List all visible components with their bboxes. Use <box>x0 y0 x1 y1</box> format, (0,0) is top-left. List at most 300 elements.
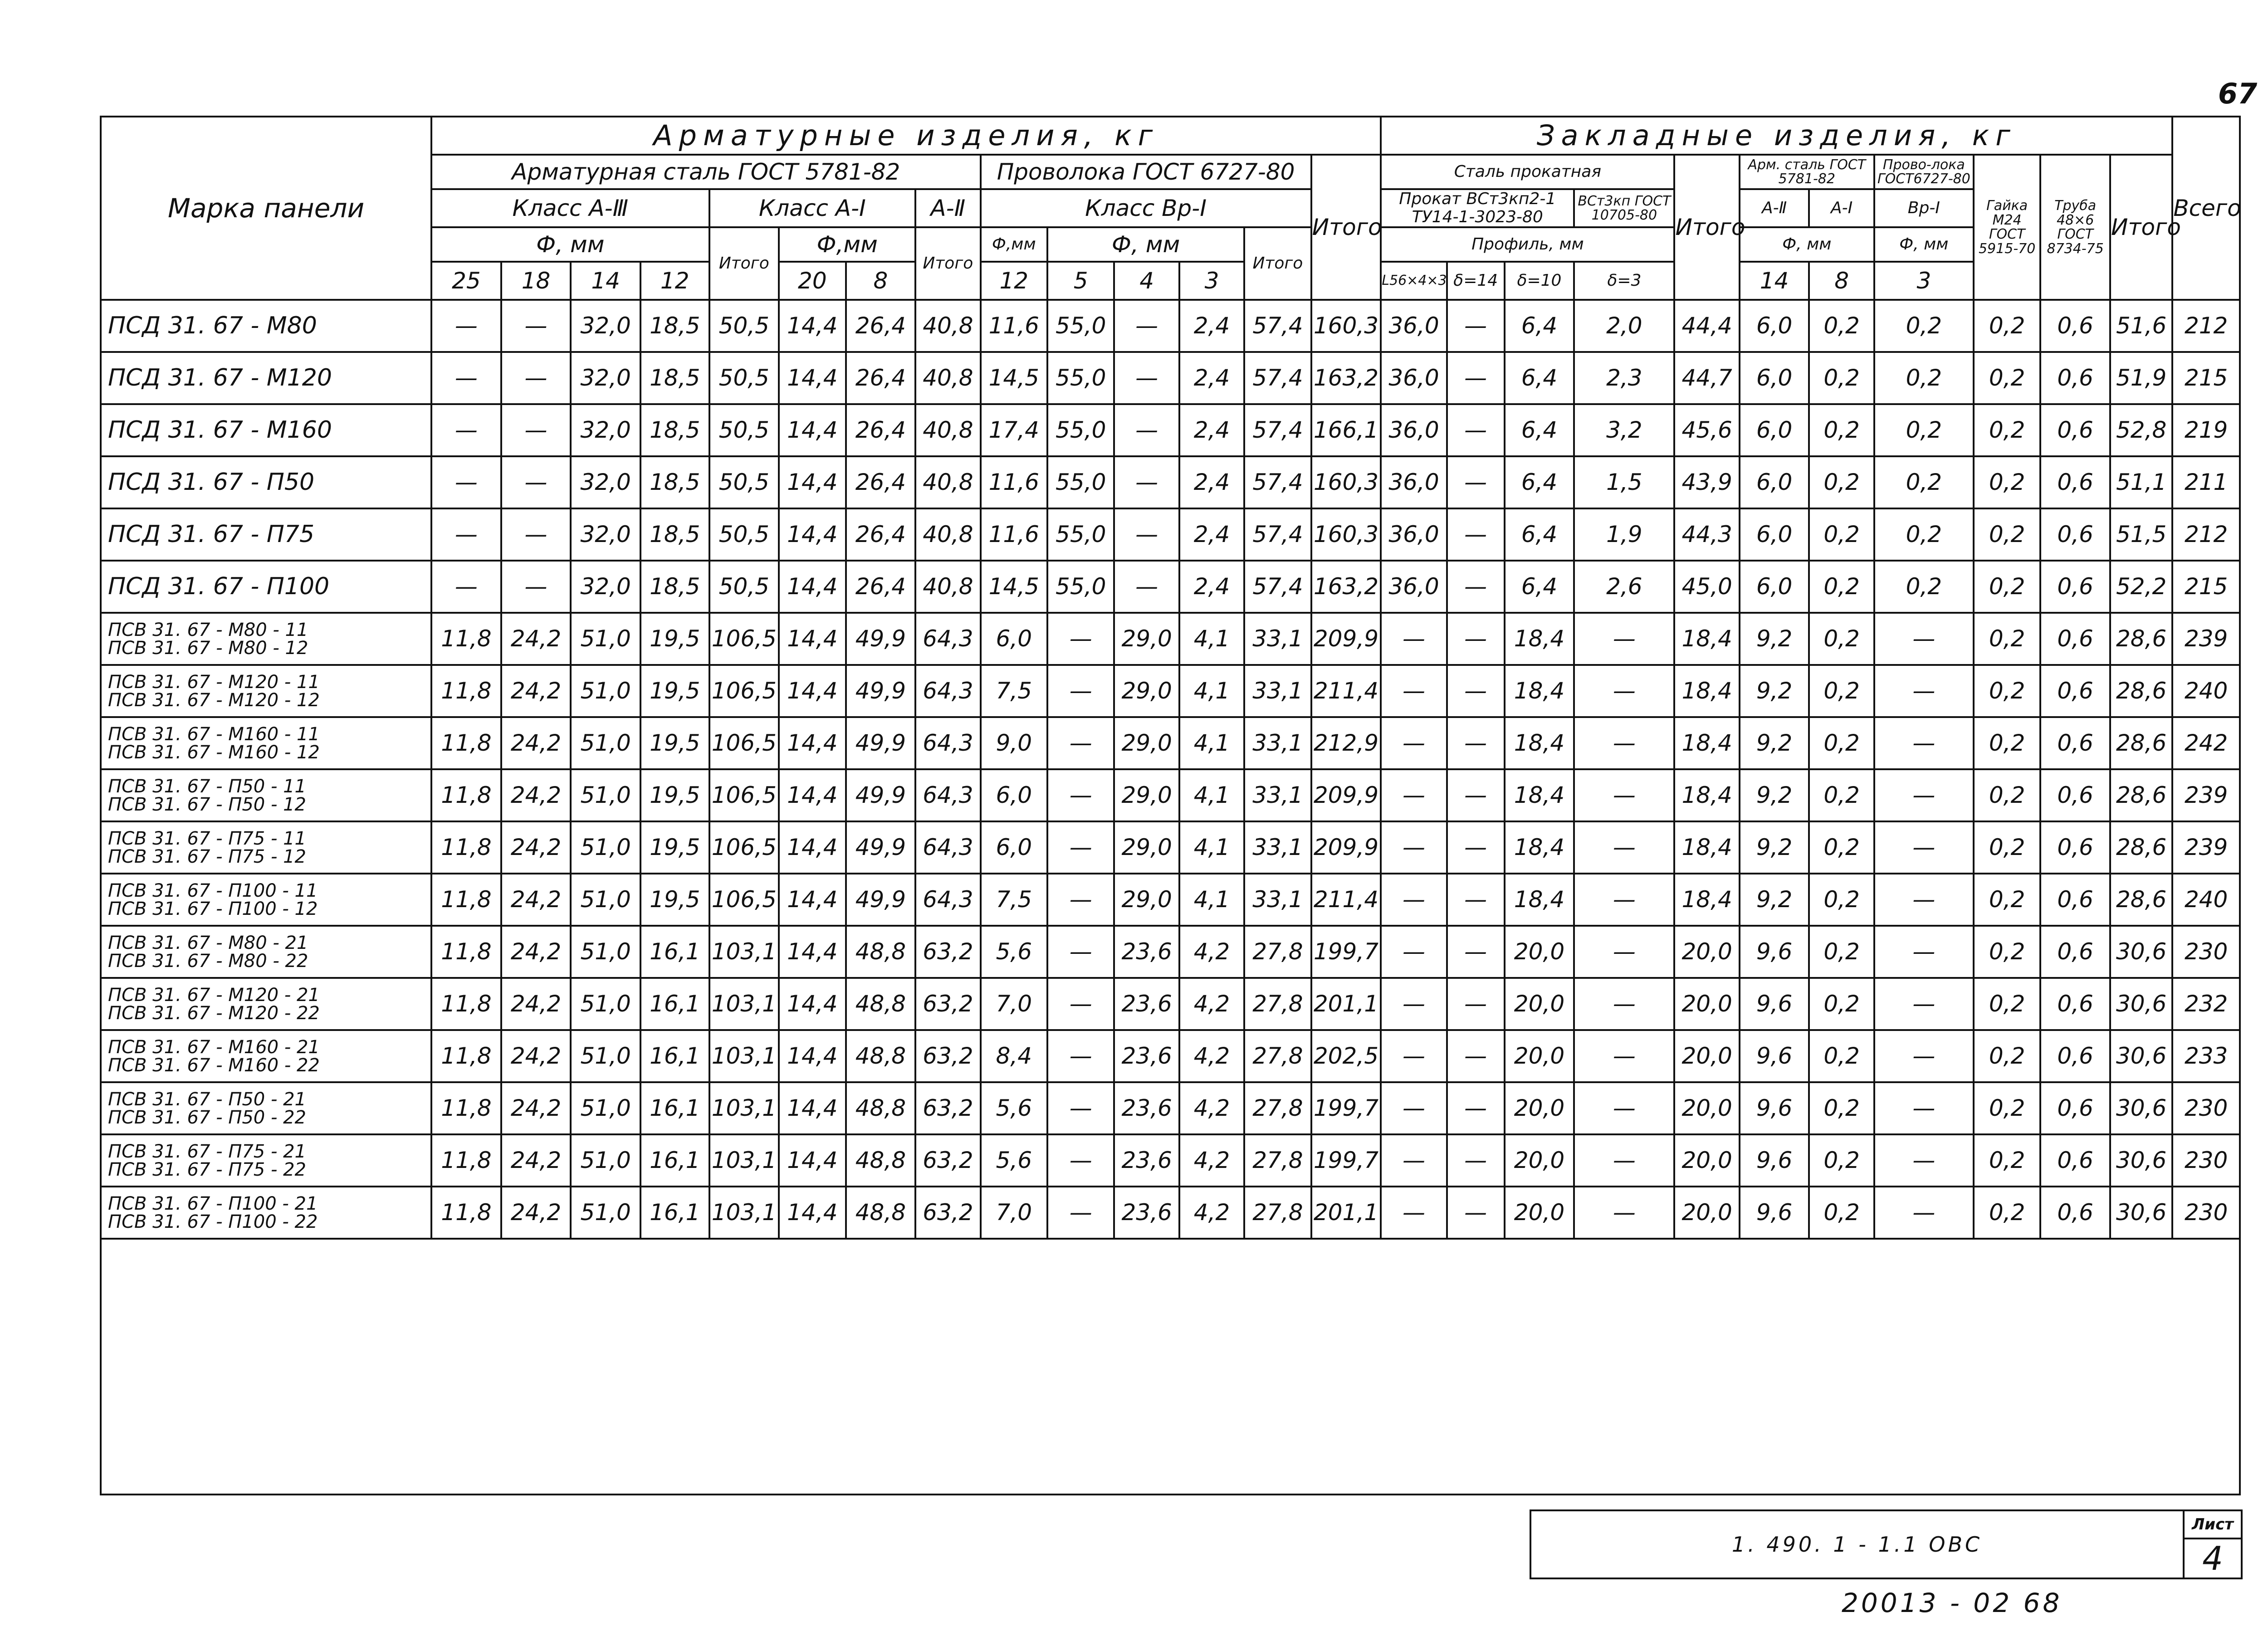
table-cell: 24,2 <box>501 926 571 978</box>
table-cell: 18,4 <box>1674 821 1739 874</box>
table-cell: 33,1 <box>1244 769 1311 821</box>
table-cell: 19,5 <box>640 769 709 821</box>
table-cell: — <box>1574 769 1674 821</box>
table-cell: 6,4 <box>1505 352 1574 404</box>
table-cell: 26,4 <box>846 352 916 404</box>
table-cell: — <box>431 508 501 561</box>
table-cell: 20,0 <box>1674 926 1739 978</box>
table-cell: — <box>1381 665 1447 717</box>
header-prokat: Прокат ВСт3кп2-1 ТУ14-1-3023-80 <box>1381 189 1574 227</box>
header-gaika: Гайка М24 ГОСТ 5915-70 <box>1974 155 2040 300</box>
table-cell: — <box>1047 717 1114 769</box>
table-cell: 11,6 <box>981 508 1047 561</box>
table-cell: 18,4 <box>1505 874 1574 926</box>
table-cell: — <box>1447 508 1505 561</box>
table-cell: 0,2 <box>1974 1187 2040 1239</box>
table-row <box>101 352 2240 404</box>
table-cell: 0,2 <box>1974 769 2040 821</box>
table-cell: 64,3 <box>915 874 980 926</box>
table-cell: 0,6 <box>2040 821 2110 874</box>
table-cell: 0,2 <box>1974 821 2040 874</box>
table-cell: 36,0 <box>1381 404 1447 456</box>
table-cell: 24,2 <box>501 1030 571 1082</box>
panel-mark-cell <box>101 1030 431 1082</box>
table-cell: 23,6 <box>1114 1134 1179 1187</box>
panel-mark: ПСВ 31. 67 - М80 - 11 <box>108 619 308 640</box>
table-cell: 0,2 <box>1809 926 1874 978</box>
archive-number: 20013 - 02 68 <box>1842 1587 2063 1618</box>
table-cell: 16,1 <box>640 1082 709 1134</box>
table-cell: 209,9 <box>1311 613 1381 665</box>
table-cell: 36,0 <box>1381 456 1447 508</box>
table-cell: — <box>1381 717 1447 769</box>
table-cell: — <box>1047 665 1114 717</box>
table-cell: 9,2 <box>1740 821 1809 874</box>
table-cell: 14,4 <box>779 926 846 978</box>
table-cell: 26,4 <box>846 561 916 613</box>
table-cell: 16,1 <box>640 978 709 1030</box>
table-cell: 19,5 <box>640 613 709 665</box>
table-cell: 19,5 <box>640 717 709 769</box>
table-cell: 0,2 <box>1974 665 2040 717</box>
table-cell: — <box>1381 978 1447 1030</box>
header-d18: 18 <box>501 262 571 300</box>
table-cell: 33,1 <box>1244 874 1311 926</box>
table-cell: 40,8 <box>915 404 980 456</box>
table-cell: 212,9 <box>1311 717 1381 769</box>
table-cell: 18,4 <box>1505 717 1574 769</box>
table-cell: 28,6 <box>2110 821 2172 874</box>
table-cell: 20,0 <box>1505 978 1574 1030</box>
table-cell: 18,4 <box>1505 821 1574 874</box>
table-cell: 33,1 <box>1244 821 1311 874</box>
table-cell: 0,6 <box>2040 978 2110 1030</box>
table-cell: 14,4 <box>779 665 846 717</box>
table-cell: — <box>1447 1082 1505 1134</box>
table-cell: 106,5 <box>709 821 779 874</box>
table-row <box>101 1082 2240 1134</box>
table-cell: 0,6 <box>2040 1082 2110 1134</box>
table-cell: 7,0 <box>981 978 1047 1030</box>
table-cell: 211 <box>2172 456 2240 508</box>
table-cell: — <box>1574 874 1674 926</box>
table-cell: 18,5 <box>640 300 709 352</box>
table-cell: 201,1 <box>1311 978 1381 1030</box>
table-cell: 14,4 <box>779 561 846 613</box>
table-cell: 29,0 <box>1114 821 1179 874</box>
table-cell: 11,6 <box>981 300 1047 352</box>
panel-mark: ПСВ 31. 67 - П75 - 12 <box>108 846 306 867</box>
table-cell: — <box>1447 613 1505 665</box>
table-cell: 29,0 <box>1114 874 1179 926</box>
table-cell: 6,4 <box>1505 561 1574 613</box>
table-cell: 0,2 <box>1809 352 1874 404</box>
panel-mark-cell <box>101 456 431 508</box>
table-row <box>101 874 2240 926</box>
header-p4: δ=3 <box>1574 262 1674 300</box>
table-cell: 9,6 <box>1740 1134 1809 1187</box>
header-phi-a3: Ф, мм <box>431 227 709 262</box>
table-cell: 30,6 <box>2110 1187 2172 1239</box>
panel-mark: ПСВ 31. 67 - М120 - 22 <box>108 1002 320 1024</box>
table-cell: 2,6 <box>1574 561 1674 613</box>
table-cell: 18,5 <box>640 352 709 404</box>
table-cell: 6,0 <box>1740 300 1809 352</box>
panel-mark-cell <box>101 508 431 561</box>
table-cell: 239 <box>2172 821 2240 874</box>
table-cell: 4,2 <box>1179 926 1244 978</box>
table-cell: 45,0 <box>1674 561 1739 613</box>
table-cell: 51,9 <box>2110 352 2172 404</box>
table-cell: 48,8 <box>846 1082 916 1134</box>
table-cell: 27,8 <box>1244 1187 1311 1239</box>
table-cell: 2,4 <box>1179 404 1244 456</box>
table-cell: 29,0 <box>1114 769 1179 821</box>
table-cell: 49,9 <box>846 717 916 769</box>
table-cell: 18,5 <box>640 561 709 613</box>
table-cell: 14,5 <box>981 352 1047 404</box>
table-cell: 6,0 <box>981 821 1047 874</box>
table-cell: 239 <box>2172 769 2240 821</box>
panel-mark: ПСВ 31. 67 - М160 - 21 <box>108 1036 320 1058</box>
table-cell: 0,2 <box>1809 1134 1874 1187</box>
table-cell: 219 <box>2172 404 2240 456</box>
table-cell: 240 <box>2172 665 2240 717</box>
table-cell: — <box>1447 1134 1505 1187</box>
table-cell: 14,4 <box>779 404 846 456</box>
table-cell: — <box>1447 665 1505 717</box>
table-cell: 0,6 <box>2040 404 2110 456</box>
header-vsego: Всего <box>2172 117 2240 300</box>
table-cell: 11,8 <box>431 1187 501 1239</box>
table-cell: — <box>1381 926 1447 978</box>
table-cell: 64,3 <box>915 769 980 821</box>
table-cell: — <box>1874 613 1974 665</box>
table-cell: — <box>501 508 571 561</box>
table-cell: 30,6 <box>2110 1082 2172 1134</box>
table-cell: 0,2 <box>1809 613 1874 665</box>
table-cell: 24,2 <box>501 874 571 926</box>
table-cell: 40,8 <box>915 561 980 613</box>
header-phi-a2: Ф,мм <box>981 227 1047 262</box>
table-cell: 36,0 <box>1381 352 1447 404</box>
table-cell: 28,6 <box>2110 613 2172 665</box>
table-cell: — <box>1874 978 1974 1030</box>
table-cell: 14,4 <box>779 769 846 821</box>
table-cell: 106,5 <box>709 874 779 926</box>
table-cell: 29,0 <box>1114 717 1179 769</box>
table-cell: 166,1 <box>1311 404 1381 456</box>
table-cell: 4,1 <box>1179 821 1244 874</box>
table-cell: 18,4 <box>1674 613 1739 665</box>
table-cell: 29,0 <box>1114 665 1179 717</box>
table-cell: — <box>1874 769 1974 821</box>
table-cell: 40,8 <box>915 300 980 352</box>
table-cell: 51,0 <box>571 821 640 874</box>
table-cell: — <box>1047 1187 1114 1239</box>
table-cell: — <box>501 456 571 508</box>
header-vr1-zaklad: Вр-Ⅰ <box>1874 189 1974 227</box>
header-a1-zaklad: А-Ⅰ <box>1809 189 1874 227</box>
table-cell: 51,0 <box>571 926 640 978</box>
table-cell: — <box>1874 1187 1974 1239</box>
table-cell: 55,0 <box>1047 352 1114 404</box>
table-cell: — <box>1447 717 1505 769</box>
table-cell: 32,0 <box>571 300 640 352</box>
table-cell: 51,0 <box>571 769 640 821</box>
header-marka: Марка панели <box>101 117 431 300</box>
table-cell: 4,2 <box>1179 1187 1244 1239</box>
table-cell: 0,6 <box>2040 926 2110 978</box>
table-cell: — <box>431 561 501 613</box>
header-d4: 4 <box>1114 262 1179 300</box>
table-cell: — <box>1047 1082 1114 1134</box>
panel-mark: ПСВ 31. 67 - П100 - 11 <box>108 880 318 901</box>
table-cell: 44,3 <box>1674 508 1739 561</box>
table-cell: 28,6 <box>2110 717 2172 769</box>
table-cell: 30,6 <box>2110 926 2172 978</box>
table-cell: 18,4 <box>1505 613 1574 665</box>
panel-mark-cell <box>101 717 431 769</box>
table-cell: 36,0 <box>1381 300 1447 352</box>
panel-mark: ПСВ 31. 67 - П100 - 12 <box>108 898 318 919</box>
table-cell: 9,6 <box>1740 978 1809 1030</box>
table-cell: 230 <box>2172 1082 2240 1134</box>
table-cell: 4,2 <box>1179 978 1244 1030</box>
table-cell: — <box>1874 1134 1974 1187</box>
table-cell: 160,3 <box>1311 508 1381 561</box>
table-cell: 0,2 <box>1974 300 2040 352</box>
table-cell: 24,2 <box>501 1187 571 1239</box>
table-cell: — <box>1447 874 1505 926</box>
table-cell: 9,2 <box>1740 874 1809 926</box>
table-cell: 18,4 <box>1674 717 1739 769</box>
table-cell: 6,0 <box>1740 404 1809 456</box>
table-cell: 201,1 <box>1311 1187 1381 1239</box>
table-cell: 63,2 <box>915 1187 980 1239</box>
table-cell: 6,0 <box>1740 456 1809 508</box>
table-cell: 29,0 <box>1114 613 1179 665</box>
table-cell: 20,0 <box>1674 1030 1739 1082</box>
table-cell: 4,1 <box>1179 717 1244 769</box>
table-cell: 44,4 <box>1674 300 1739 352</box>
table-cell: 106,5 <box>709 769 779 821</box>
table-cell: 0,2 <box>1974 613 2040 665</box>
table-cell: 20,0 <box>1505 1187 1574 1239</box>
table-cell: 23,6 <box>1114 978 1179 1030</box>
table-cell: 11,8 <box>431 821 501 874</box>
table-cell: 14,4 <box>779 508 846 561</box>
header-itogo-vr1: Итого <box>1244 227 1311 300</box>
table-cell: — <box>1047 874 1114 926</box>
table-cell: 0,2 <box>1974 978 2040 1030</box>
table-cell: 6,0 <box>981 769 1047 821</box>
table-cell: 63,2 <box>915 1082 980 1134</box>
table-cell: 9,6 <box>1740 1082 1809 1134</box>
table-cell: — <box>1047 978 1114 1030</box>
table-cell: 0,2 <box>1809 1187 1874 1239</box>
panel-mark-cell <box>101 1134 431 1187</box>
table-cell: 0,2 <box>1974 1082 2040 1134</box>
table-cell: 6,0 <box>981 613 1047 665</box>
panel-mark-cell <box>101 561 431 613</box>
table-cell: 7,5 <box>981 874 1047 926</box>
table-cell: 11,8 <box>431 769 501 821</box>
table-cell: 48,8 <box>846 978 916 1030</box>
table-cell: 51,0 <box>571 1134 640 1187</box>
table-cell: 16,1 <box>640 1187 709 1239</box>
header-itogo-arm: Итого <box>1311 155 1381 300</box>
sheet-number: 67 <box>2218 77 2258 110</box>
table-cell: 40,8 <box>915 508 980 561</box>
header-d20: 20 <box>779 262 846 300</box>
table-row <box>101 300 2240 352</box>
table-cell: 4,1 <box>1179 665 1244 717</box>
panel-mark-cell <box>101 613 431 665</box>
table-cell: 2,4 <box>1179 508 1244 561</box>
table-row <box>101 821 2240 874</box>
panel-mark: ПСВ 31. 67 - М120 - 11 <box>108 671 320 693</box>
table-cell: 0,2 <box>1809 1030 1874 1082</box>
table-row <box>101 926 2240 978</box>
header-d25: 25 <box>431 262 501 300</box>
table-cell: 14,4 <box>779 613 846 665</box>
table-cell: 18,5 <box>640 508 709 561</box>
table-cell: 0,6 <box>2040 665 2110 717</box>
table-cell: — <box>1447 821 1505 874</box>
table-cell: — <box>1047 926 1114 978</box>
table-cell: — <box>431 404 501 456</box>
table-cell: 57,4 <box>1244 508 1311 561</box>
header-profil: Профиль, мм <box>1381 227 1674 262</box>
table-cell: — <box>431 456 501 508</box>
table-cell: 32,0 <box>571 561 640 613</box>
table-cell: 0,2 <box>1974 352 2040 404</box>
table-cell: 215 <box>2172 561 2240 613</box>
table-cell: 30,6 <box>2110 978 2172 1030</box>
table-cell: 51,0 <box>571 874 640 926</box>
table-cell: 49,9 <box>846 613 916 665</box>
panel-mark: ПСВ 31. 67 - М80 - 21 <box>108 932 308 953</box>
table-cell: 0,2 <box>1809 404 1874 456</box>
table-cell: 23,6 <box>1114 1187 1179 1239</box>
table-cell: 45,6 <box>1674 404 1739 456</box>
table-cell: 9,2 <box>1740 717 1809 769</box>
table-cell: 7,0 <box>981 1187 1047 1239</box>
panel-mark: ПСВ 31. 67 - М160 - 11 <box>108 723 320 745</box>
table-cell: 40,8 <box>915 352 980 404</box>
panel-mark-cell <box>101 1187 431 1239</box>
table-cell: 44,7 <box>1674 352 1739 404</box>
table-cell: 50,5 <box>709 300 779 352</box>
table-cell: 2,4 <box>1179 300 1244 352</box>
header-phi-vr1: Ф, мм <box>1047 227 1244 262</box>
header-arm-st: Арм. сталь ГОСТ 5781-82 <box>1740 155 1874 189</box>
table-cell: 0,2 <box>1974 456 2040 508</box>
table-cell: 18,4 <box>1674 874 1739 926</box>
table-cell: 14,4 <box>779 1187 846 1239</box>
table-cell: 63,2 <box>915 1134 980 1187</box>
table-cell: — <box>1574 665 1674 717</box>
header-p2: δ=14 <box>1447 262 1505 300</box>
table-cell: 239 <box>2172 613 2240 665</box>
table-cell: 51,0 <box>571 1030 640 1082</box>
table-cell: 36,0 <box>1381 561 1447 613</box>
table-cell: 63,2 <box>915 926 980 978</box>
table-cell: — <box>1874 717 1974 769</box>
table-cell: 27,8 <box>1244 1030 1311 1082</box>
table-cell: 4,1 <box>1179 874 1244 926</box>
table-cell: 199,7 <box>1311 1134 1381 1187</box>
table-cell: — <box>501 561 571 613</box>
header-z14: 14 <box>1740 262 1809 300</box>
table-cell: — <box>1874 1082 1974 1134</box>
header-zaklad-title: Закладные изделия, кг <box>1381 117 2172 155</box>
table-cell: 55,0 <box>1047 404 1114 456</box>
table-row <box>101 978 2240 1030</box>
panel-mark: ПСВ 31. 67 - П50 - 22 <box>108 1107 306 1128</box>
table-cell: 103,1 <box>709 1030 779 1082</box>
table-cell: 19,5 <box>640 874 709 926</box>
table-cell: 32,0 <box>571 404 640 456</box>
header-wire: Проволока ГОСТ 6727-80 <box>981 155 1311 189</box>
table-cell: 0,2 <box>1809 508 1874 561</box>
table-cell: 57,4 <box>1244 456 1311 508</box>
table-cell: 106,5 <box>709 717 779 769</box>
table-cell: 26,4 <box>846 404 916 456</box>
table-cell: 28,6 <box>2110 769 2172 821</box>
table-cell: 2,4 <box>1179 561 1244 613</box>
table-cell: 43,9 <box>1674 456 1739 508</box>
table-cell: — <box>1447 978 1505 1030</box>
table-cell: — <box>1574 717 1674 769</box>
table-cell: 24,2 <box>501 665 571 717</box>
header-class-a1: Класс А-Ⅰ <box>709 189 916 227</box>
panel-mark: ПСВ 31. 67 - П75 - 21 <box>108 1141 306 1162</box>
table-cell: 0,6 <box>2040 613 2110 665</box>
table-cell: 0,6 <box>2040 874 2110 926</box>
table-cell: 0,2 <box>1874 352 1974 404</box>
table-cell: 215 <box>2172 352 2240 404</box>
table-cell: 57,4 <box>1244 404 1311 456</box>
table-cell: — <box>1874 821 1974 874</box>
table-cell: — <box>1447 404 1505 456</box>
table-cell: 1,5 <box>1574 456 1674 508</box>
table-cell: 24,2 <box>501 1134 571 1187</box>
table-cell: 51,5 <box>2110 508 2172 561</box>
table-cell: 4,2 <box>1179 1030 1244 1082</box>
table-cell: 11,8 <box>431 1134 501 1187</box>
table-cell: 0,6 <box>2040 1187 2110 1239</box>
table-cell: 18,4 <box>1505 769 1574 821</box>
table-cell: 14,4 <box>779 978 846 1030</box>
table-cell: 52,2 <box>2110 561 2172 613</box>
panel-mark-cell <box>101 665 431 717</box>
table-cell: 0,6 <box>2040 300 2110 352</box>
table-cell: — <box>1114 404 1179 456</box>
table-cell: 240 <box>2172 874 2240 926</box>
table-cell: 52,8 <box>2110 404 2172 456</box>
table-cell: 63,2 <box>915 1030 980 1082</box>
table-cell: 11,8 <box>431 1082 501 1134</box>
table-cell: — <box>1574 1082 1674 1134</box>
table-cell: 32,0 <box>571 456 640 508</box>
table-cell: — <box>1047 1030 1114 1082</box>
table-cell: 0,2 <box>1874 300 1974 352</box>
table-row <box>101 769 2240 821</box>
table-cell: 6,0 <box>1740 508 1809 561</box>
table-cell: 18,4 <box>1674 665 1739 717</box>
